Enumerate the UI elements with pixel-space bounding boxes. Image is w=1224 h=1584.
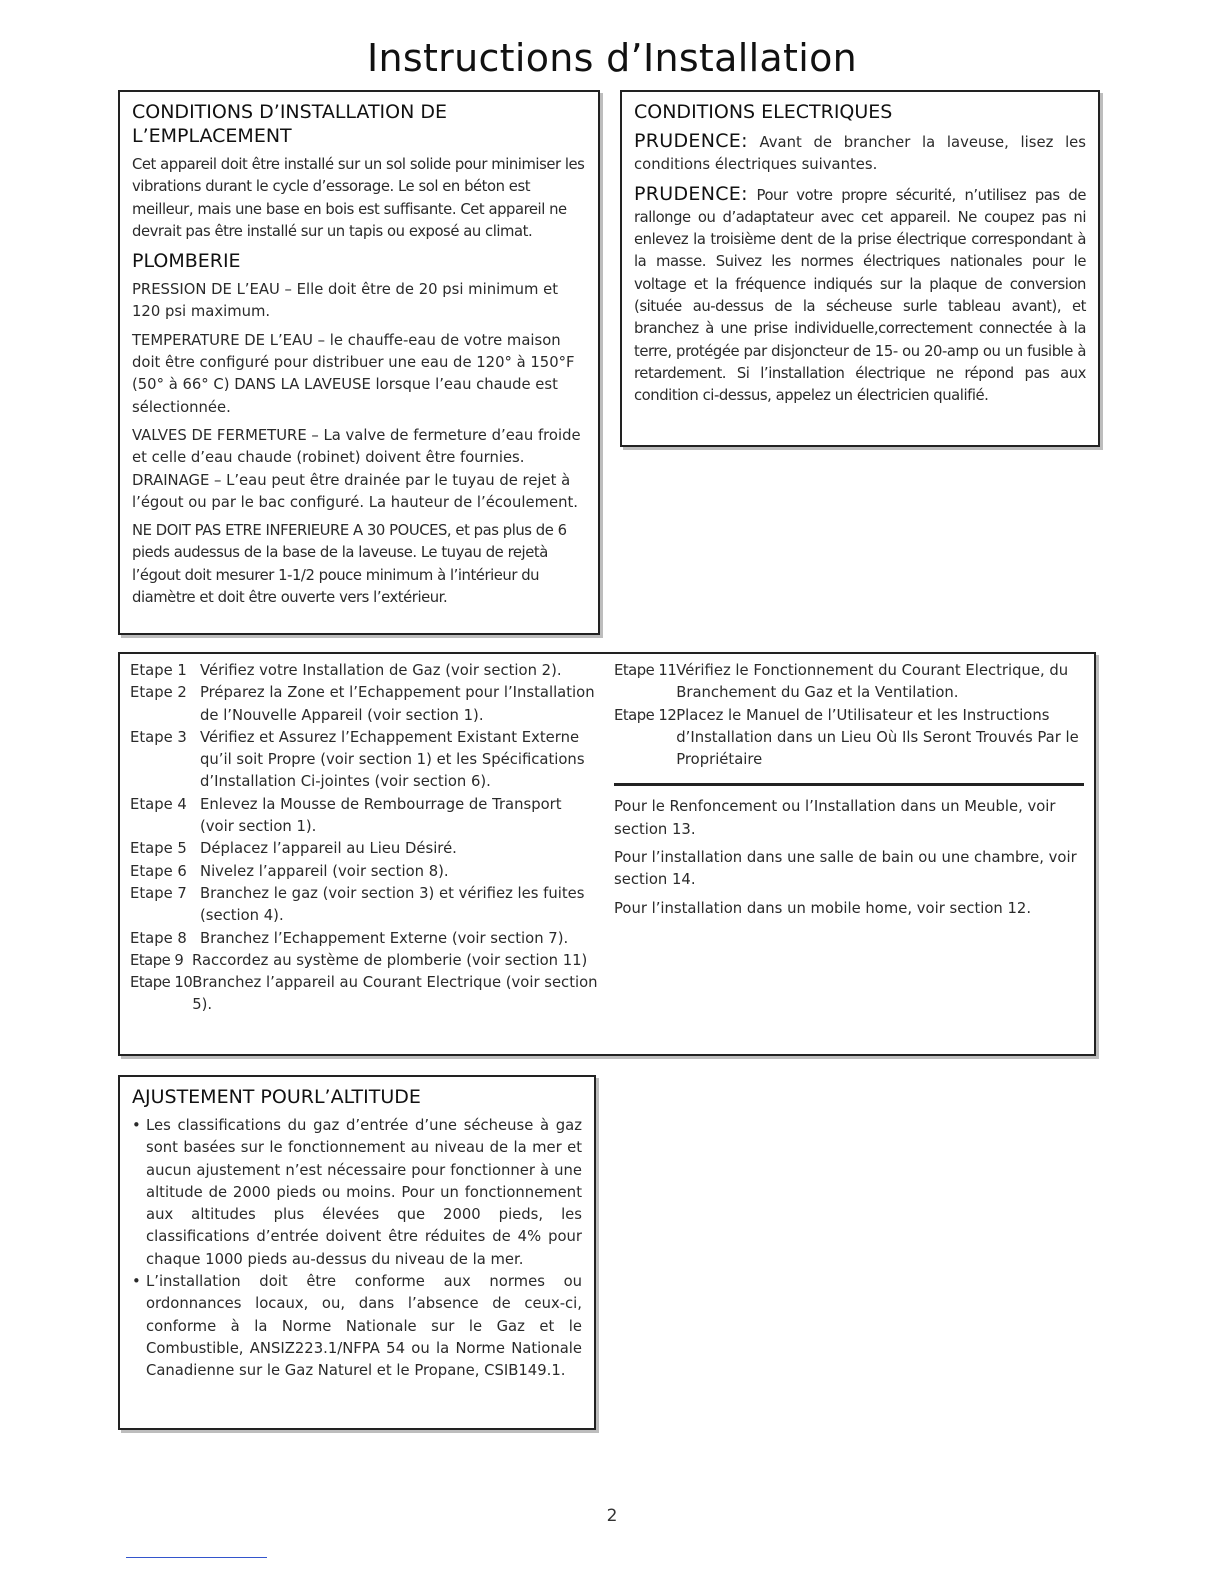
caution-paragraph-2 <box>634 183 1086 408</box>
bullet-text: L’installation doit être conforme aux normes ou ordonnances locaux, ou, dans l’absence de ceux-ci, conforme à la Norme Nationale sur le Gaz et le Combustible, ANSIZ223.1/NFPA 54 ou la Norme Nationale Canadienne sur le Gaz Naturel et le Propane, CSIB149.1. <box>146 1273 582 1380</box>
step-item <box>130 794 600 839</box>
plumbing-heading: PLOMBERIE <box>132 250 241 273</box>
step-label: Etape 12 <box>614 706 677 724</box>
page-title: Instructions d’Installation <box>366 36 858 80</box>
step-text: Enlevez la Mousse de Rembourrage de Transport (voir section 1). <box>200 795 562 836</box>
step-item <box>614 705 1084 772</box>
step-item <box>130 660 600 682</box>
step-label: Etape 1 <box>130 662 187 679</box>
site-conditions-section <box>118 90 600 635</box>
bullet-icon: • <box>132 1273 141 1291</box>
site-conditions-intro: Cet appareil doit être installé sur un sol solide pour minimiser les vibrations durant le cycle d’essorage. Le sol en béton est meilleur, mais une base en bois est suffisante. Cet appareil ne devrait pas être installé sur un tapis ou exposé au climat. <box>132 156 585 240</box>
step-label: Etape 2 <box>130 684 187 702</box>
step-text: Déplacez l’appareil au Lieu Désiré. <box>200 840 457 858</box>
altitude-adjustment-section <box>118 1075 596 1430</box>
section-divider <box>614 783 1084 786</box>
step-text: Branchez l’appareil au Courant Electrique (voir section 5). <box>192 974 598 1014</box>
caution-text: Avant de brancher la laveuse, lisez les conditions électriques suivantes. <box>634 134 1086 174</box>
step-label: Etape 8 <box>130 929 187 947</box>
step-item <box>130 928 600 950</box>
step-label: Etape 7 <box>130 884 187 902</box>
step-label: Etape 5 <box>130 840 187 858</box>
caution-label: PRUDENCE: <box>634 130 748 152</box>
step-text: Branchez l’Echappement Externe (voir section 7). <box>200 929 569 947</box>
step-label: Etape 4 <box>130 795 187 813</box>
step-item <box>130 838 600 860</box>
shutoff-valves-text: VALVES DE FERMETURE – La valve de fermeture d’eau froide et celle d’eau chaude (robinet) doivent être fournies. DRAINAGE – L’eau peut être drainée par le tuyau de rejet à l’égout ou par le bac configuré. La hauteur de l’écoulement. <box>132 426 581 511</box>
step-text: Branchez le gaz (voir section 3) et vérifiez les fuites (section 4). <box>200 884 585 925</box>
page-number: 2 <box>606 1506 618 1526</box>
step-text: Raccordez au système de plomberie (voir section 11) <box>192 951 588 969</box>
caution-paragraph-1 <box>634 130 1086 177</box>
caution-label: PRUDENCE: <box>634 182 748 205</box>
step-text: Nivelez l’appareil (voir section 8). <box>200 862 449 880</box>
step-label: Etape 11 <box>614 662 677 679</box>
step-text: Vérifiez votre Installation de Gaz (voir section 2). <box>200 662 562 679</box>
water-pressure-text: PRESSION DE L’EAU – Elle doit être de 20 psi minimum et 120 psi maximum. <box>132 281 559 321</box>
electrical-heading: CONDITIONS ELECTRIQUES <box>634 101 893 123</box>
water-temperature-text: TEMPERATURE DE L’EAU – le chauffe-eau de votre maison doit être configuré pour distribuer une eau de 120° à 150°F (50° à 66° C) DANS LA LAVEUSE lorsque l’eau chaude est sélectionnée. <box>132 331 575 416</box>
installation-note: Pour l’installation dans une salle de bain ou une chambre, voir section 14. <box>614 849 1077 889</box>
link-underline <box>126 1557 267 1558</box>
steps-left-column <box>130 660 600 1017</box>
list-item <box>132 1271 582 1382</box>
step-item <box>130 972 600 1017</box>
bullet-text: Les classifications du gaz d’entrée d’une sécheuse à gaz sont basées sur le fonctionnement au niveau de la mer et aucun ajustement n’est nécessaire pour fonctionner à une altitude de 2000 pieds ou moins. Pour un fonctionnement aux altitudes plus élevées que 2000 pieds, les classifications d’entrée doivent être réduites de 4% pour chaque 1000 pieds au-dessus du niveau de la mer. <box>146 1117 582 1268</box>
installation-steps-section <box>118 652 1096 1056</box>
step-label: Etape 3 <box>130 728 187 746</box>
drain-height-text: NE DOIT PAS ETRE INFERIEURE A 30 POUCES, et pas plus de 6 pieds audessus de la base de la laveuse. Le tuyau de rejetà l’égout doit mesurer 1-1/2 pouce minimum à l’intérieur du diamètre et doit être ouverte vers l’extérieur. <box>132 522 567 607</box>
installation-note: Pour le Renfoncement ou l’Installation dans un Meuble, voir section 13. <box>614 798 1056 838</box>
step-text: Vérifiez et Assurez l’Echappement Existant Externe qu’il soit Propre (voir section 1) et les Spécifications d’Installation Ci-jointes (voir section 6). <box>200 728 585 791</box>
step-text: Préparez la Zone et l’Echappement pour l’Installation de l’Nouvelle Appareil (voir section 1). <box>200 684 595 724</box>
bullet-icon: • <box>132 1117 141 1134</box>
step-item <box>614 660 1084 705</box>
step-item <box>130 883 600 928</box>
step-item <box>130 727 600 794</box>
step-label: Etape 6 <box>130 862 187 880</box>
step-label: Etape 10 <box>130 974 193 992</box>
step-text: Placez le Manuel de l’Utilisateur et les Instructions d’Installation dans un Lieu Où Ils Seront Trouvés Par le Propriétaire <box>676 706 1079 769</box>
steps-right-column <box>614 660 1084 926</box>
installation-note: Pour l’installation dans un mobile home, voir section 12. <box>614 899 1032 917</box>
altitude-bullet-list <box>132 1115 582 1383</box>
caution-text: Pour votre propre sécurité, n’utilisez pas de rallonge ou d’adaptateur avec cet appareil. Ne coupez pas ni enlevez la troisième dent de la prise électrique correspondant à la masse. Suivez les normes électriques nationales pour le voltage et la fréquence indiqués sur la plaque de conversion (située au-dessus de la sécheuse surle tableau avant), et branchez à une prise individuelle,correctement connectée à la terre, protégée par disjoncteur de 15- ou 20-amp ou un fusible à retardement. Si l’installation électrique ne répond pas aux condition ci-dessus, appelez un électricien qualifié. <box>634 186 1086 405</box>
list-item <box>132 1115 582 1271</box>
altitude-heading: AJUSTEMENT POURL’ALTITUDE <box>132 1086 421 1108</box>
step-label: Etape 9 <box>130 951 184 969</box>
step-item <box>130 861 600 883</box>
site-conditions-heading: CONDITIONS D’INSTALLATION DE L’EMPLACEMENT <box>132 101 448 147</box>
step-text: Vérifiez le Fonctionnement du Courant Electrique, du Branchement du Gaz et la Ventilation. <box>676 662 1069 702</box>
step-item <box>130 950 600 972</box>
step-item <box>130 682 600 727</box>
electrical-conditions-section <box>620 90 1100 447</box>
